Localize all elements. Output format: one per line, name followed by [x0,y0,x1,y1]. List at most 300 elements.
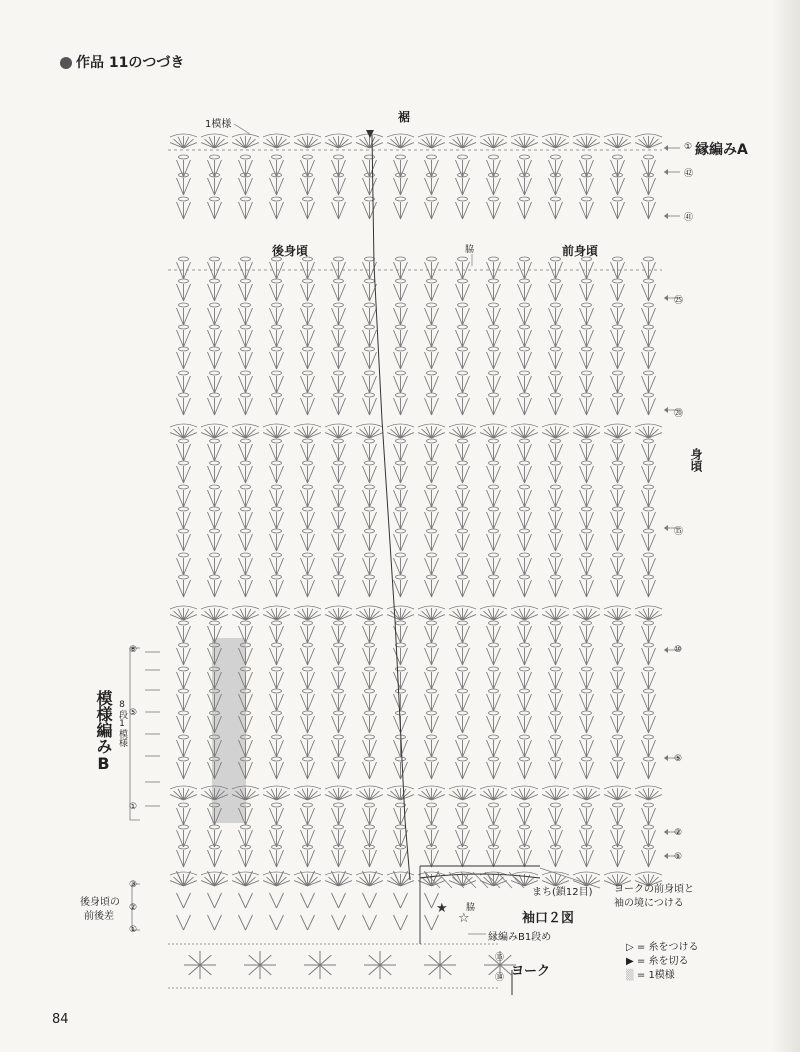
fan-stitch [573,426,600,438]
row-arrowhead [664,829,668,835]
chain-loop [396,461,406,465]
chain-loop [334,371,344,375]
chain-loop [179,757,189,761]
v-stitch [425,672,439,689]
chain-loop [272,197,282,201]
row-marker: ② [129,903,138,913]
v-stitch [270,376,284,393]
v-stitch [425,308,439,325]
label-back-diff-2: 前後差 [84,911,114,922]
chain-loop [396,155,406,159]
v-stitch [518,376,532,393]
chain-loop [582,757,592,761]
v-stitch [177,376,191,393]
row-marker: ⑤ [129,708,138,718]
fan-stitch [542,426,569,438]
v-stitch [518,672,532,689]
chain-loop [303,347,313,351]
fan-stitch [387,608,414,620]
v-stitch [611,512,625,529]
v-stitch [177,466,191,483]
chain-loop [613,643,623,647]
chain-loop [241,279,251,283]
v-stitch [394,202,408,219]
v-stitch [332,716,346,733]
v-stitch [177,330,191,347]
v-stitch [208,444,222,461]
v-stitch [580,284,594,301]
fan-stitch [232,608,259,620]
v-stitch [363,284,377,301]
v-stitch [177,672,191,689]
chain-loop [582,439,592,443]
v-stitch [549,352,563,369]
v-stitch [580,178,594,195]
chain-loop [365,689,375,693]
chain-loop [520,553,530,557]
chain-loop [458,621,468,625]
legend-item-attach: ▷ = 糸をつける [626,942,699,953]
v-stitch [301,330,315,347]
chain-loop [644,155,654,159]
fan-stitch [418,608,445,620]
v-stitch [642,398,656,415]
chain-loop [427,325,437,329]
v-stitch [332,808,346,825]
v-stitch [270,915,284,930]
chain-loop [396,257,406,261]
chain-loop [241,553,251,557]
chain-loop [365,529,375,533]
v-stitch [363,490,377,507]
chain-loop [179,803,189,807]
label-back-body: 後身頃 [272,244,309,258]
star-outline-icon: ☆ [458,911,470,926]
v-stitch [518,830,532,847]
chain-loop [272,371,282,375]
chain-loop [644,507,654,511]
v-stitch [208,580,222,597]
v-stitch [456,512,470,529]
chain-loop [458,485,468,489]
chain-loop [210,347,220,351]
fan-stitch [201,426,228,438]
chain-loop [210,485,220,489]
v-stitch [580,716,594,733]
v-stitch [208,558,222,575]
v-stitch [580,740,594,757]
chain-loop [458,803,468,807]
v-stitch [487,534,501,551]
chain-loop [489,393,499,397]
v-stitch [301,648,315,665]
chain-loop [551,279,561,283]
v-stitch [394,490,408,507]
chain-loop [396,439,406,443]
v-stitch [270,330,284,347]
chain-loop [520,279,530,283]
v-stitch [363,808,377,825]
chain-loop [644,621,654,625]
fan-stitch [294,874,321,886]
chain-loop [427,303,437,307]
chain-loop [334,279,344,283]
row-arrowhead [664,853,668,859]
chain-loop [303,439,313,443]
v-stitch [301,352,315,369]
v-stitch [456,178,470,195]
label-pattern-b: 模様編みB [94,690,113,773]
v-stitch [518,202,532,219]
v-stitch [363,444,377,461]
v-stitch [518,512,532,529]
row-arrowhead [664,169,668,175]
v-stitch [487,672,501,689]
v-stitch [487,626,501,643]
v-stitch [301,202,315,219]
v-stitch [642,580,656,597]
chain-loop [551,347,561,351]
chain-loop [179,303,189,307]
v-stitch [642,830,656,847]
chain-loop [179,735,189,739]
fan-stitch [325,426,352,438]
v-stitch [177,808,191,825]
v-stitch [301,915,315,930]
fan-stitch [635,136,662,148]
v-stitch [611,808,625,825]
v-stitch [487,330,501,347]
chain-loop [551,825,561,829]
v-stitch [208,490,222,507]
chain-loop [365,371,375,375]
chain-loop [272,393,282,397]
v-stitch [394,850,408,867]
v-stitch [208,398,222,415]
v-stitch [642,444,656,461]
chain-loop [644,325,654,329]
v-stitch [642,558,656,575]
chain-loop [551,553,561,557]
chain-loop [303,155,313,159]
chain-loop [582,155,592,159]
v-stitch [394,308,408,325]
label-gusset: まち(鎖12目) [532,887,593,898]
v-stitch [394,178,408,195]
row-marker: ① [674,852,683,862]
chain-loop [427,347,437,351]
v-stitch [518,466,532,483]
v-stitch [177,444,191,461]
chain-loop [241,197,251,201]
v-stitch [363,830,377,847]
chain-loop [644,643,654,647]
chain-loop [303,507,313,511]
v-stitch [363,694,377,711]
chain-loop [644,461,654,465]
chain-loop [613,461,623,465]
chain-loop [334,155,344,159]
fan-stitch [418,426,445,438]
yoke-motif-stroke [249,955,260,965]
v-stitch [363,580,377,597]
chain-loop [427,825,437,829]
v-stitch [580,308,594,325]
chain-loop [396,575,406,579]
chain-loop [272,529,282,533]
chain-loop [241,575,251,579]
v-stitch [611,762,625,779]
v-stitch [332,376,346,393]
v-stitch [177,915,191,930]
chain-loop [241,371,251,375]
label-yoke-attach-1: ヨークの前身頃と [614,884,694,895]
chain-loop [272,735,282,739]
v-stitch [270,558,284,575]
fan-stitch [449,788,476,800]
chain-loop [427,689,437,693]
chain-loop [582,393,592,397]
v-stitch [208,466,222,483]
chain-loop [489,667,499,671]
chain-loop [210,507,220,511]
fan-stitch [263,788,290,800]
chain-loop [582,485,592,489]
v-stitch [270,490,284,507]
v-stitch [270,716,284,733]
v-stitch [611,830,625,847]
v-stitch [363,330,377,347]
label-back-diff-1: 後身頃の [80,897,120,908]
v-stitch [580,580,594,597]
chain-loop [210,393,220,397]
v-stitch [177,694,191,711]
chain-loop [520,371,530,375]
fan-stitch [511,608,538,620]
v-stitch [642,694,656,711]
v-stitch [301,716,315,733]
v-stitch [549,558,563,575]
v-stitch [518,694,532,711]
chain-loop [396,689,406,693]
chain-loop [489,347,499,351]
v-stitch [208,830,222,847]
v-stitch [518,490,532,507]
v-stitch [270,893,284,908]
chain-loop [613,621,623,625]
v-stitch [611,262,625,279]
v-stitch [332,626,346,643]
v-stitch [332,648,346,665]
chain-loop [396,485,406,489]
fan-stitch [356,608,383,620]
chain-loop [365,461,375,465]
v-stitch [177,716,191,733]
chain-loop [489,197,499,201]
chain-loop [644,279,654,283]
v-stitch [487,580,501,597]
v-stitch [363,558,377,575]
fan-stitch [449,608,476,620]
v-stitch [301,284,315,301]
label-edge-b1: 縁編みB1段め [488,932,552,943]
chain-loop [613,711,623,715]
chain-loop [334,257,344,261]
v-stitch [580,558,594,575]
v-stitch [518,444,532,461]
chain-loop [551,643,561,647]
v-stitch [518,284,532,301]
v-stitch [580,850,594,867]
chain-loop [241,303,251,307]
v-stitch [363,740,377,757]
v-stitch [239,512,253,529]
v-stitch [425,534,439,551]
v-stitch [487,694,501,711]
yoke-motif-stroke [189,955,200,965]
v-stitch [301,262,315,279]
chain-loop [613,575,623,579]
fan-stitch [635,788,662,800]
v-stitch [177,534,191,551]
v-stitch [611,716,625,733]
chain-loop [551,325,561,329]
yoke-motif-stroke [369,955,380,965]
chain-loop [427,803,437,807]
v-stitch [363,716,377,733]
v-stitch [363,672,377,689]
row-marker: ⑮ [674,527,684,537]
v-stitch [611,534,625,551]
v-stitch [549,512,563,529]
v-stitch [642,512,656,529]
v-stitch [394,558,408,575]
v-stitch [363,762,377,779]
v-stitch [425,376,439,393]
yoke-motif-stroke [380,955,391,965]
chain-loop [520,735,530,739]
chain-loop [520,757,530,761]
chain-loop [179,393,189,397]
v-stitch [611,376,625,393]
chain-loop [210,197,220,201]
fan-stitch [604,426,631,438]
v-stitch [611,202,625,219]
chain-loop [396,825,406,829]
v-stitch [332,202,346,219]
v-stitch [332,850,346,867]
chain-loop [458,757,468,761]
chain-loop [303,461,313,465]
v-stitch [518,352,532,369]
v-stitch [177,178,191,195]
v-stitch [642,716,656,733]
v-stitch [580,376,594,393]
v-stitch [580,808,594,825]
attach-yarn-icon: ▷ [626,942,634,953]
v-stitch [394,694,408,711]
v-stitch [518,648,532,665]
v-stitch [332,740,346,757]
yoke-motif-stroke [260,955,271,965]
chain-loop [396,279,406,283]
chain-loop [396,553,406,557]
v-stitch [611,284,625,301]
v-stitch [332,558,346,575]
fan-stitch [480,426,507,438]
yoke-motif-stroke [429,955,440,965]
fan-stitch [325,874,352,886]
chain-loop [334,735,344,739]
v-stitch [239,830,253,847]
chain-loop [179,825,189,829]
v-stitch [394,740,408,757]
v-stitch [642,808,656,825]
chain-loop [458,825,468,829]
v-stitch [177,580,191,597]
v-stitch [549,740,563,757]
v-stitch [549,648,563,665]
chain-loop [396,757,406,761]
v-stitch [332,330,346,347]
chain-loop [334,553,344,557]
fan-stitch [573,608,600,620]
v-stitch [270,740,284,757]
v-stitch [177,626,191,643]
v-stitch [456,830,470,847]
v-stitch [580,398,594,415]
chain-loop [365,803,375,807]
v-stitch [549,178,563,195]
row-marker: ⑧ [129,645,138,655]
chain-loop [520,485,530,489]
v-stitch [301,466,315,483]
fan-stitch [387,426,414,438]
v-stitch [425,352,439,369]
chain-loop [551,485,561,489]
v-stitch [518,534,532,551]
v-stitch [549,466,563,483]
chain-loop [613,155,623,159]
v-stitch [549,762,563,779]
v-stitch [394,830,408,847]
v-stitch [301,830,315,847]
chain-loop [489,575,499,579]
leader-line [234,124,250,134]
chain-loop [427,529,437,533]
chain-loop [303,325,313,329]
fan-stitch [480,788,507,800]
v-stitch [642,330,656,347]
chain-loop [613,257,623,261]
v-stitch [332,534,346,551]
v-stitch [456,716,470,733]
v-stitch [580,672,594,689]
v-stitch [425,830,439,847]
fan-stitch [170,608,197,620]
fan-stitch [604,788,631,800]
v-stitch [177,262,191,279]
chain-loop [489,735,499,739]
chain-loop [334,347,344,351]
chain-loop [520,461,530,465]
label-hem: 裾 [398,110,411,124]
chain-loop [241,621,251,625]
fan-stitch [418,136,445,148]
v-stitch [425,716,439,733]
chain-loop [489,507,499,511]
chain-loop [303,393,313,397]
